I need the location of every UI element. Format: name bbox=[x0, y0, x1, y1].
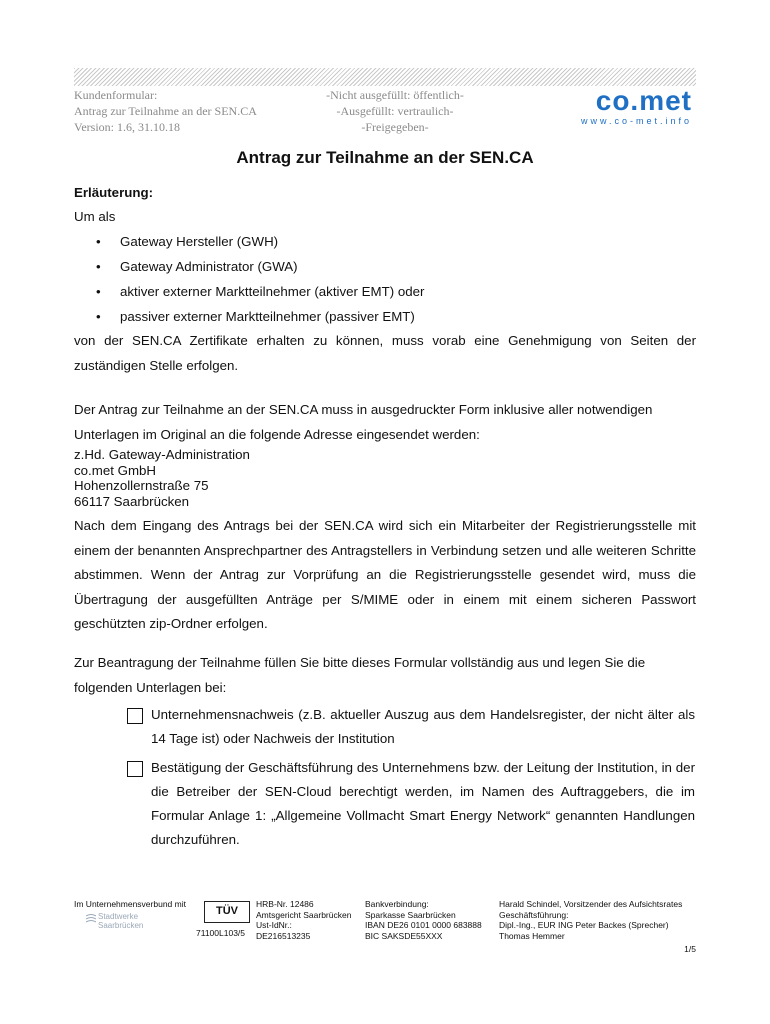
header-hatch-bar bbox=[74, 68, 696, 86]
documents-paragraph: Zur Beantragung der Teilnahme füllen Sie bitte dieses Formular vollständig aus und legen Sie die folgenden Unterlagen bei: bbox=[74, 655, 646, 695]
list-item bbox=[74, 279, 696, 304]
footer-line: DE216513235 bbox=[256, 930, 311, 941]
postal-address bbox=[74, 447, 250, 509]
footer-line: Ust-IdNr.: bbox=[256, 920, 292, 930]
checklist-item-management-confirmation bbox=[127, 756, 695, 852]
classification-filled: -Ausgefüllt: vertraulich- bbox=[336, 104, 454, 118]
footer-line: Thomas Hemmer bbox=[499, 930, 565, 941]
checkbox[interactable] bbox=[127, 761, 143, 777]
list-item bbox=[74, 254, 696, 279]
company-logo bbox=[581, 86, 692, 126]
bullet-icon: • bbox=[96, 309, 101, 324]
stadtwerke-logo-icon bbox=[86, 913, 96, 923]
footer-group-note: Im Unternehmensverbund mit bbox=[74, 899, 186, 909]
checklist-item-company-proof bbox=[127, 703, 695, 751]
footer-line: Sparkasse Saarbrücken bbox=[365, 909, 456, 920]
role-label: Gateway Administrator (GWA) bbox=[120, 259, 298, 274]
tuv-certification-logo: TÜV bbox=[204, 901, 250, 923]
header-doc-info bbox=[74, 87, 257, 135]
address-line: Hohenzollernstraße 75 bbox=[74, 478, 209, 493]
bullet-icon: • bbox=[96, 259, 101, 274]
checklist-label: Unternehmensnachweis (z.B. aktueller Auszug aus dem Handelsregister, der nicht älter als 14 Tage ist) oder Nachweis der Institution bbox=[151, 707, 695, 746]
explanation-intro: Um als bbox=[74, 209, 116, 224]
role-list bbox=[74, 229, 696, 329]
footer-management bbox=[499, 899, 682, 941]
stadtwerke-line: Saarbrücken bbox=[98, 921, 144, 930]
stadtwerke-logo bbox=[98, 912, 143, 930]
checkbox[interactable] bbox=[127, 708, 143, 724]
footer-line: Bankverbindung: bbox=[365, 899, 429, 909]
header-classification bbox=[300, 87, 490, 135]
logo-wordmark: co.met bbox=[595, 85, 692, 116]
header-form-title: Antrag zur Teilnahme an der SEN.CA bbox=[74, 104, 257, 118]
header-version: Version: 1.6, 31.10.18 bbox=[74, 120, 180, 134]
footer-line: Geschäftsführung: bbox=[499, 909, 569, 920]
checklist-label: Bestätigung der Geschäftsführung des Unternehmens bzw. der Leitung der Institution, in der die Betreiber der SEN-Cloud berechtigt werden, im Namen des Auftraggebers, die im Formular Anlage 1: „Allgemeine Vollmacht Smart Energy Network“ genannten Handlungen durchzuführen. bbox=[151, 760, 695, 847]
classification-empty: -Nicht ausgefüllt: öffentlich- bbox=[326, 88, 464, 102]
role-label: passiver externer Marktteilnehmer (passiver EMT) bbox=[120, 309, 415, 324]
list-item bbox=[74, 229, 696, 254]
page-number: 1/5 bbox=[684, 944, 696, 954]
document-title: Antrag zur Teilnahme an der SEN.CA bbox=[236, 148, 534, 167]
stadtwerke-line: Stadtwerke bbox=[98, 912, 139, 921]
address-line: co.met GmbH bbox=[74, 462, 157, 478]
certificate-number: 71100L103/5 bbox=[196, 928, 246, 938]
footer-line: Amtsgericht Saarbrücken bbox=[256, 909, 352, 920]
bullet-icon: • bbox=[96, 284, 101, 299]
list-item bbox=[74, 304, 696, 329]
footer-line: Dipl.-Ing., EUR ING Peter Backes (Sprecher) bbox=[499, 920, 669, 930]
footer-registry bbox=[256, 899, 351, 941]
explanation-heading: Erläuterung: bbox=[74, 185, 154, 200]
footer-bank bbox=[365, 899, 482, 941]
footer-line: Harald Schindel, Vorsitzender des Aufsichtsrates bbox=[499, 899, 683, 909]
header-form-label: Kundenformular: bbox=[74, 88, 158, 102]
submission-paragraph: Der Antrag zur Teilnahme an der SEN.CA muss in ausgedruckter Form inklusive aller notwendigen Unterlagen im Original an die folgende Adresse eingesendet werden: bbox=[74, 402, 653, 442]
logo-url: www.co-met.info bbox=[580, 116, 692, 126]
role-label: aktiver externer Marktteilnehmer (aktiver EMT) oder bbox=[120, 284, 425, 299]
footer-line: IBAN DE26 0101 0000 683888 bbox=[365, 920, 482, 930]
footer-line: HRB-Nr. 12486 bbox=[256, 899, 314, 909]
role-label: Gateway Hersteller (GWH) bbox=[120, 234, 279, 249]
address-line: 66117 Saarbrücken bbox=[74, 493, 190, 509]
classification-released: -Freigegeben- bbox=[361, 120, 429, 134]
explanation-conclusion: von der SEN.CA Zertifikate erhalten zu können, muss vorab eine Genehmigung von Seiten der zuständigen Stelle erfolgen. bbox=[74, 333, 696, 373]
address-line: z.Hd. Gateway-Administration bbox=[74, 447, 250, 462]
footer-line: BIC SAKSDE55XXX bbox=[365, 930, 443, 941]
bullet-icon: • bbox=[96, 234, 101, 249]
process-paragraph: Nach dem Eingang des Antrags bei der SEN.CA wird sich ein Mitarbeiter der Registrierungsstelle mit einem der benannten Ansprechpartner des Antragstellers in Verbindung setzen und alle weiteren Schritte abstimmen. Wenn der Antrag zur Vorprüfung an die Registrierungsstelle gesendet wird, muss die Übertragung der ausgefüllten Anträge per S/MIME oder in einem mit einem sicheren Passwort geschützten zip-Ordner erfolgen. bbox=[74, 518, 696, 631]
